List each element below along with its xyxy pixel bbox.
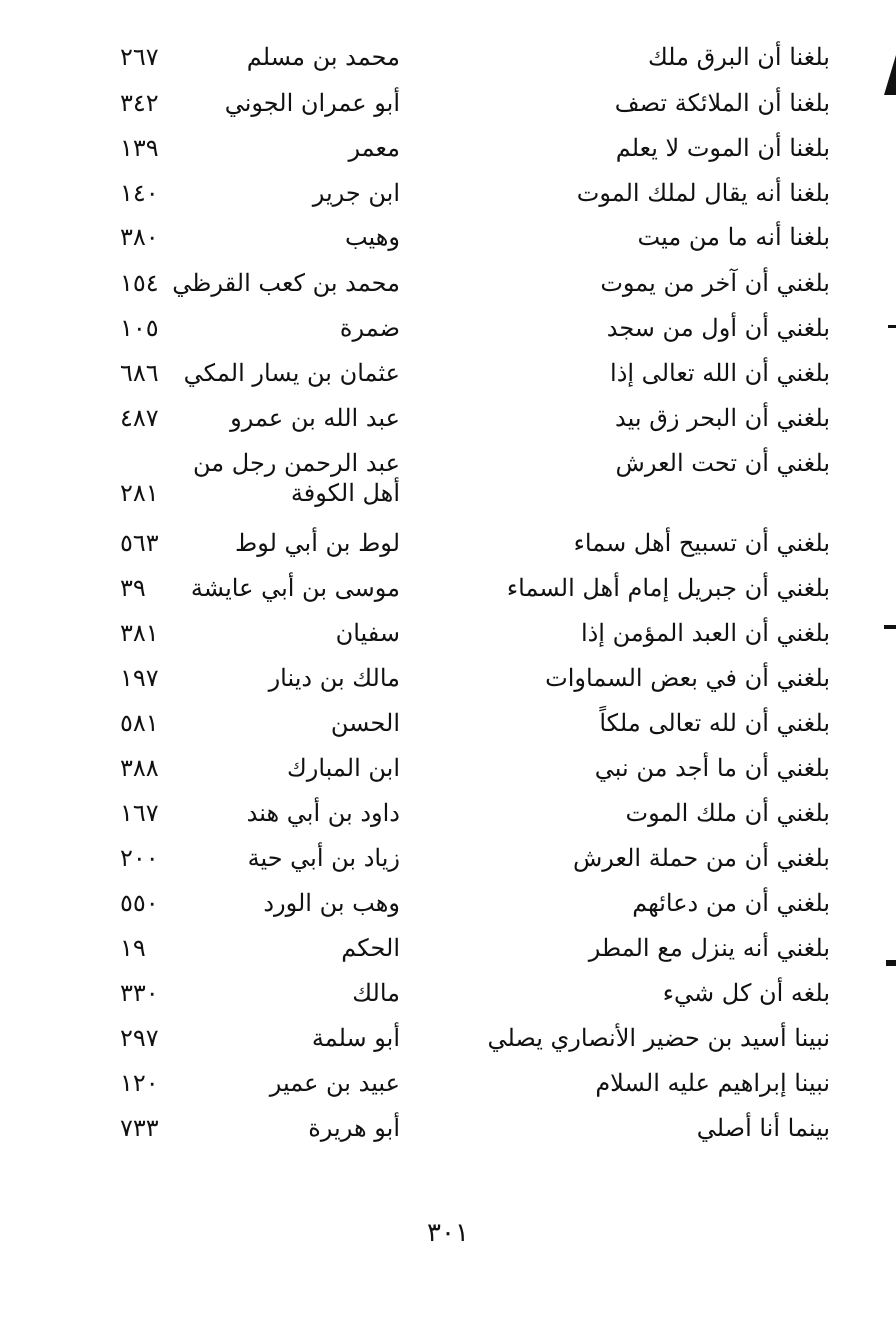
entry-narrator: ابن جرير — [312, 179, 400, 207]
entry-page-number: ١٦٧ — [120, 799, 159, 827]
index-entry — [120, 978, 830, 1024]
entry-text: بلغنا أنه يقال لملك الموت — [576, 179, 830, 207]
entry-page-number: ٣٨٠ — [120, 223, 159, 251]
entry-narrator: داود بن أبي هند — [246, 799, 400, 827]
entry-page-number: ٥٦٣ — [120, 529, 159, 557]
index-entry — [120, 222, 830, 268]
entry-text: بلغني أن العبد المؤمن إذا — [580, 619, 830, 647]
entry-narrator: الحسن — [330, 709, 400, 737]
index-entry — [120, 403, 830, 449]
entry-text: بلغني أن في بعض السماوات — [545, 664, 830, 692]
entry-narrator: عبيد بن عمير — [269, 1069, 400, 1097]
entry-text: بلغني أن لله تعالى ملكاً — [599, 709, 830, 737]
index-entry — [120, 268, 830, 314]
entry-narrator: أبو سلمة — [311, 1024, 400, 1052]
entry-text: بلغني أن ما أجد من نبي — [594, 754, 830, 782]
entry-text: بلغه أن كل شيء — [662, 979, 830, 1007]
entry-page-number: ٥٥٠ — [120, 889, 159, 917]
index-entry — [120, 1068, 830, 1114]
scan-edge-mark — [884, 625, 896, 629]
entry-narrator: موسى بن أبي عايشة — [190, 574, 400, 602]
entry-text: بلغني أن البحر زق بيد — [615, 404, 830, 432]
entry-narrator: ضمرة — [339, 314, 400, 342]
entry-text: بلغنا أن الموت لا يعلم — [615, 134, 830, 162]
entry-narrator: مالك بن دينار — [268, 664, 400, 692]
entry-page-number: ١٣٩ — [120, 134, 159, 162]
entry-narrator: عبد الرحمن رجل من أهل الكوفة — [193, 449, 400, 507]
entry-narrator: معمر — [348, 134, 400, 162]
entry-text: بلغنا أن الملائكة تصف — [614, 89, 830, 117]
entry-text: نبينا أسيد بن حضير الأنصاري يصلي — [487, 1024, 830, 1052]
entry-page-number: ١٥٤ — [120, 269, 159, 297]
entry-narrator: سفيان — [335, 619, 400, 647]
entry-text: نبينا إبراهيم عليه السلام — [595, 1069, 830, 1097]
entry-text: بلغني أن تسبيح أهل سماء — [573, 529, 830, 557]
entry-narrator: مالك — [352, 979, 400, 1007]
entry-page-number: ٦٨٦ — [120, 359, 159, 387]
entry-narrator: وهيب — [344, 223, 400, 251]
entry-text: بلغني أن جبريل إمام أهل السماء — [506, 574, 830, 602]
entry-page-number: ٥٨١ — [120, 709, 159, 737]
index-entry — [120, 528, 830, 574]
entry-text: بلغني أن الله تعالى إذا — [610, 359, 830, 387]
index-entry — [120, 573, 830, 619]
entry-page-number: ٣٤٢ — [120, 89, 159, 117]
entry-page-number: ٣٩ — [120, 574, 146, 602]
index-entry — [120, 753, 830, 799]
index-entry — [120, 42, 830, 88]
entry-page-number: ١٤٠ — [120, 179, 159, 207]
entry-narrator: عبد الله بن عمرو — [230, 404, 400, 432]
entry-page-number: ٢٩٧ — [120, 1024, 159, 1052]
index-entry — [120, 708, 830, 754]
entry-narrator: محمد بن كعب القرظي — [172, 269, 400, 297]
index-entry — [120, 843, 830, 889]
entry-page-number: ٢٠٠ — [120, 844, 159, 872]
entry-narrator: الحكم — [341, 934, 400, 962]
index-entry — [120, 133, 830, 179]
index-entry — [120, 313, 830, 359]
index-entry — [120, 933, 830, 979]
index-entry — [120, 618, 830, 664]
entry-page-number: ٣٣٠ — [120, 979, 159, 1007]
entry-text: بلغني أن ملك الموت — [625, 799, 830, 827]
entry-narrator: أبو هريرة — [308, 1114, 400, 1142]
index-entry — [120, 178, 830, 224]
entry-page-number: ٤٨٧ — [120, 404, 159, 432]
entry-page-number: ٣٨١ — [120, 619, 159, 647]
entry-narrator: محمد بن مسلم — [246, 43, 400, 71]
entry-page-number: ٧٣٣ — [120, 1114, 159, 1142]
entry-text: بلغني أن تحت العرش — [615, 449, 830, 477]
index-entry — [120, 358, 830, 404]
entry-page-number: ١٩٧ — [120, 664, 159, 692]
scan-edge-mark — [888, 325, 896, 328]
entry-narrator: لوط بن أبي لوط — [235, 529, 400, 557]
index-entry — [120, 1113, 830, 1159]
index-entry — [120, 1023, 830, 1069]
entry-text: بلغني أن آخر من يموت — [600, 269, 830, 297]
entry-page-number: ٣٨٨ — [120, 754, 159, 782]
entry-page-number: ٢٦٧ — [120, 43, 159, 71]
entry-narrator: وهب بن الورد — [263, 889, 400, 917]
entry-text: بلغنا أنه ما من ميت — [637, 223, 830, 251]
index-entry — [120, 448, 830, 524]
index-entry — [120, 798, 830, 844]
index-entry — [120, 88, 830, 134]
entry-text: بلغني أن من دعائهم — [632, 889, 830, 917]
entry-page-number: ١٠٥ — [120, 314, 159, 342]
index-entry — [120, 663, 830, 709]
entry-text: بينما أنا أصلي — [696, 1114, 830, 1142]
page-number: ٣٠١ — [427, 1218, 469, 1248]
entry-text: بلغني أنه ينزل مع المطر — [588, 934, 830, 962]
entry-text: بلغني أن من حملة العرش — [572, 844, 830, 872]
entry-page-number: ٢٨١ — [120, 479, 159, 507]
entry-narrator: عثمان بن يسار المكي — [183, 359, 400, 387]
entry-page-number: ١٩ — [120, 934, 146, 962]
entry-narrator: زياد بن أبي حية — [247, 844, 400, 872]
scan-edge-mark — [886, 960, 896, 966]
entry-narrator: أبو عمران الجوني — [224, 89, 400, 117]
index-entry — [120, 888, 830, 934]
entry-page-number: ١٢٠ — [120, 1069, 159, 1097]
entry-text: بلغنا أن البرق ملك — [647, 43, 830, 71]
scan-edge-mark — [884, 55, 896, 95]
entry-narrator: ابن المبارك — [286, 754, 400, 782]
entry-text: بلغني أن أول من سجد — [606, 314, 830, 342]
